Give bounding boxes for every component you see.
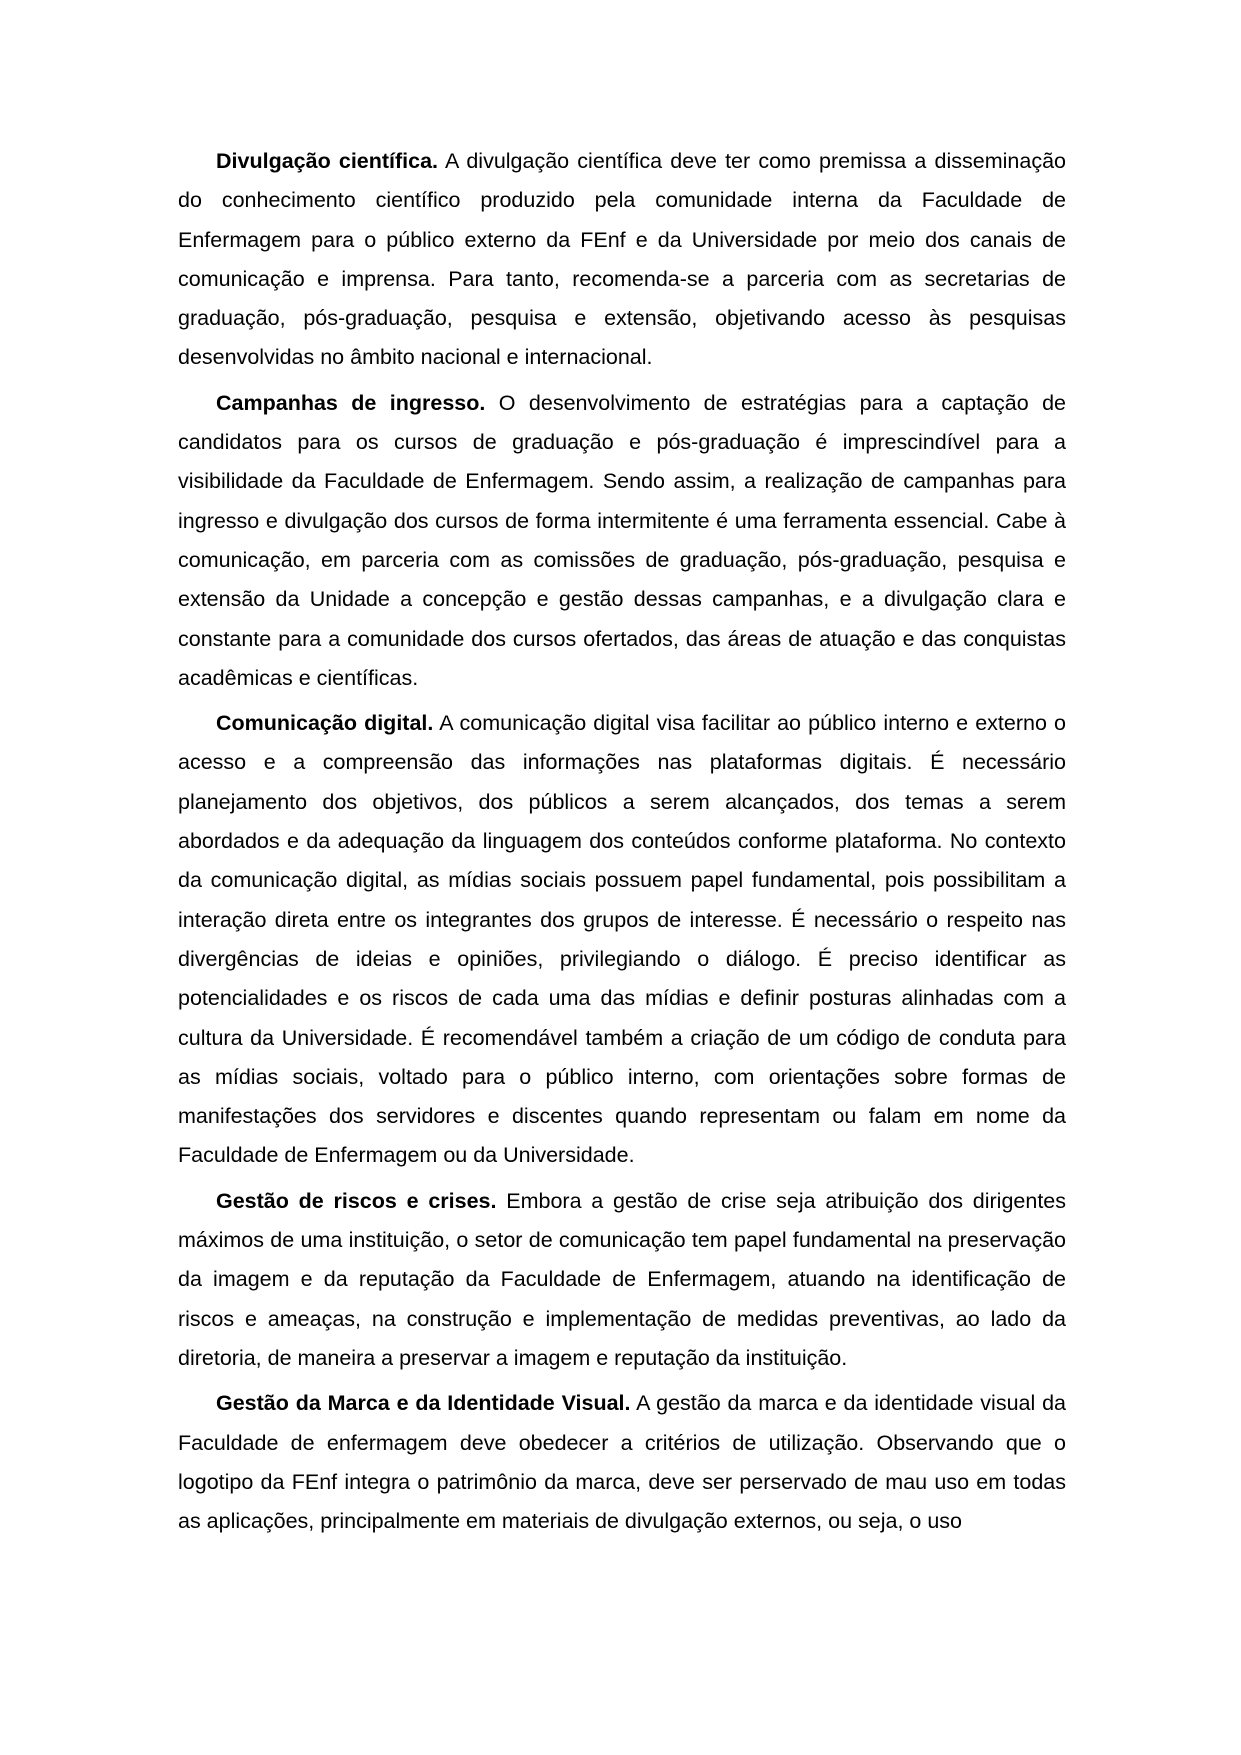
section-heading: Divulgação científica. <box>216 149 439 173</box>
section-divulgacao-cientifica <box>178 142 1066 378</box>
section-gestao-da-marca <box>178 1384 1066 1541</box>
section-heading: Gestão da Marca e da Identidade Visual. <box>216 1391 631 1416</box>
section-body: Embora a gestão de crise seja atribuição dos dirigentes máximos de uma instituição, o setor de comunicação tem papel fundamental na preservação da imagem e da reputação da Faculdade de Enfermagem, atuando na identificação de riscos e ameaças, na construção e implementação de medidas preventivas, ao lado da diretoria, de maneira a preservar a imagem e reputação da instituição. <box>178 1188 1066 1370</box>
section-heading: Comunicação digital. <box>216 711 434 736</box>
document-body <box>178 142 1066 1547</box>
section-body: A gestão da marca e da identidade visual da Faculdade de enfermagem deve obedecer a critérios de utilização. Observando que o logotipo da FEnf integra o patrimônio da marca, deve ser perservado de mau uso em todas as aplicações, principalmente em materiais de divulgação externos, ou seja, o uso <box>178 1391 1066 1534</box>
section-gestao-de-riscos <box>178 1182 1066 1378</box>
section-heading: Campanhas de ingresso. <box>216 390 486 415</box>
section-body: A comunicação digital visa facilitar ao público interno e externo o acesso e a compreensão das informações nas plataformas digitais. É necessário planejamento dos objetivos, dos públicos a serem alcançados, dos temas a serem abordados e da adequação da linguagem dos conteúdos conforme plataforma. No contexto da comunicação digital, as mídias sociais possuem papel fundamental, pois possibilitam a interação direta entre os integrantes dos grupos de interesse. É necessário o respeito nas divergências de ideias e opiniões, privilegiando o diálogo. É preciso identificar as potencialidades e os riscos de cada uma das mídias e definir posturas alinhadas com a cultura da Universidade. É recomendável também a criação de um código de conduta para as mídias sociais, voltado para o público interno, com orientações sobre formas de manifestações dos servidores e discentes quando representam ou falam em nome da Faculdade de Enfermagem ou da Universidade. <box>178 711 1066 1168</box>
section-comunicacao-digital <box>178 704 1066 1176</box>
section-body: O desenvolvimento de estratégias para a captação de candidatos para os cursos de graduação e pós-graduação é imprescindível para a visibilidade da Faculdade de Enfermagem. Sendo assim, a realização de campanhas para ingresso e divulgação dos cursos de forma intermitente é uma ferramenta essencial. Cabe à comunicação, em parceria com as comissões de graduação, pós-graduação, pesquisa e extensão da Unidade a concepção e gestão dessas campanhas, e a divulgação clara e constante para a comunidade dos cursos ofertados, das áreas de atuação e das conquistas acadêmicas e científicas. <box>178 390 1066 690</box>
section-campanhas-de-ingresso <box>178 384 1066 698</box>
section-body: A divulgação científica deve ter como premissa a disseminação do conhecimento científico produzido pela comunidade interna da Faculdade de Enfermagem para o público externo da FEnf e da Universidade por meio dos canais de comunicação e imprensa. Para tanto, recomenda-se a parceria com as secretarias de graduação, pós-graduação, pesquisa e extensão, objetivando acesso às pesquisas desenvolvidas no âmbito nacional e internacional. <box>178 149 1066 370</box>
section-heading: Gestão de riscos e crises. <box>216 1188 497 1213</box>
